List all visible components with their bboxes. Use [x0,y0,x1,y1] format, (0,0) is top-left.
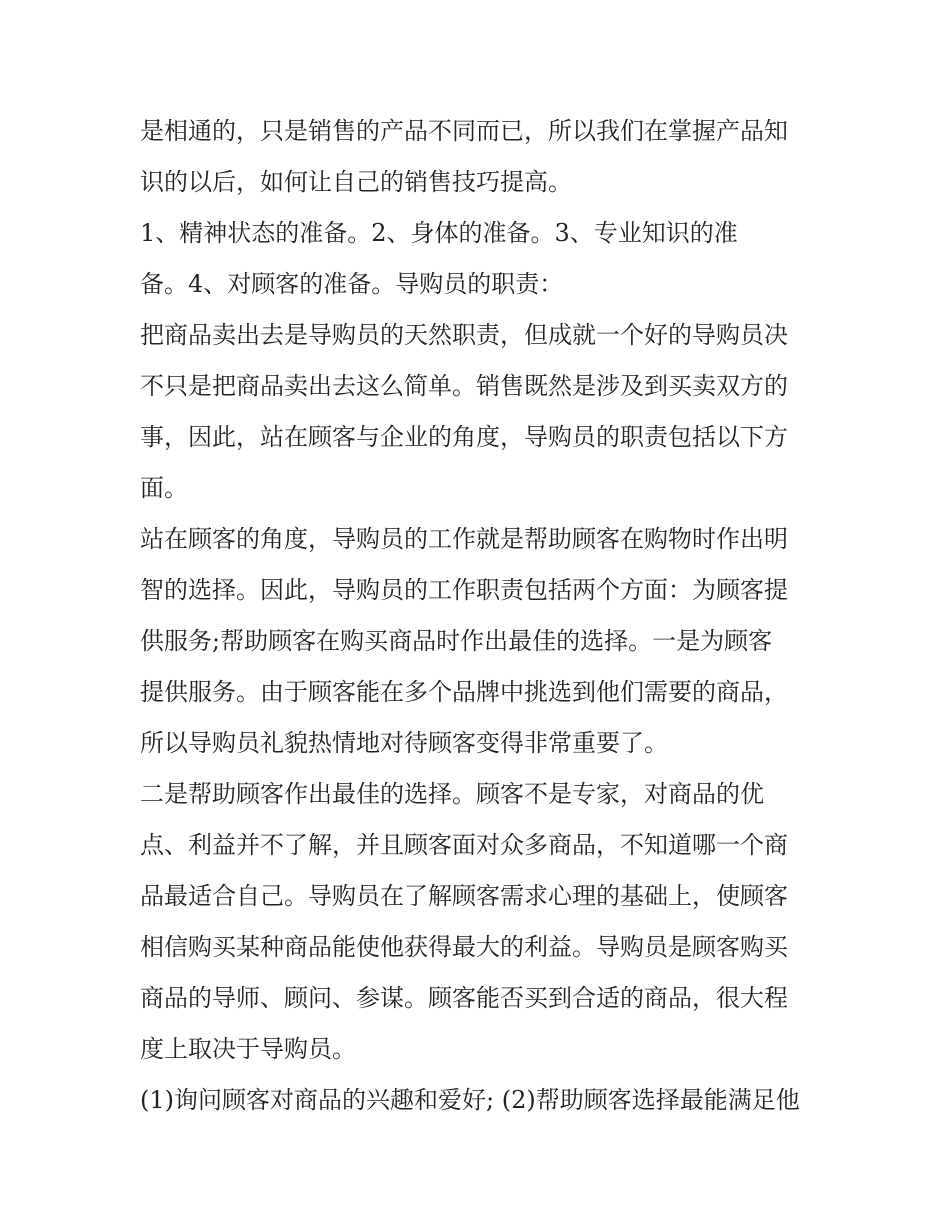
text-line: 把商品卖出去是导购员的天然职责，但成就一个好的导购员决 [140,321,788,349]
text-line: 是相通的，只是销售的产品不同而已，所以我们在掌握产品知 [140,117,788,145]
text-line: (1)询问顾客对商品的兴趣和爱好; (2)帮助顾客选择最能满足他 [140,1086,800,1114]
text-line: 二是帮助顾客作出最佳的选择。顾客不是专家，对商品的优 [140,780,764,808]
text-line: 事，因此，站在顾客与企业的角度，导购员的职责包括以下方 [140,423,788,451]
text-line: 供服务;帮助顾客在购买商品时作出最佳的选择。一是为顾客 [140,627,773,655]
text-line: 面。 [140,474,188,502]
text-line: 智的选择。因此，导购员的工作职责包括两个方面：为顾客提 [140,576,788,604]
text-line: 所以导购员礼貌热情地对待顾客变得非常重要了。 [140,729,668,757]
text-line: 不只是把商品卖出去这么简单。销售既然是涉及到买卖双方的 [140,372,788,400]
body-text [140,106,820,1126]
text-line: 站在顾客的角度，导购员的工作就是帮助顾客在购物时作出明 [140,525,788,553]
text-line: 相信购买某种商品能使他获得最大的利益。导购员是顾客购买 [140,933,788,961]
text-line: 商品的导师、顾问、参谋。顾客能否买到合适的商品，很大程 [140,984,788,1012]
text-line: 识的以后，如何让自己的销售技巧提高。 [140,168,572,196]
text-line: 1、精神状态的准备。2、身体的准备。3、专业知识的准 [140,219,738,247]
text-line: 提供服务。由于顾客能在多个品牌中挑选到他们需要的商品， [140,678,788,706]
text-line: 度上取决于导购员。 [140,1035,356,1063]
text-line: 品最适合自己。导购员在了解顾客需求心理的基础上，使顾客 [140,882,788,910]
text-line: 备。4、对顾客的准备。导购员的职责： [140,270,564,298]
text-line: 点、利益并不了解，并且顾客面对众多商品，不知道哪一个商 [140,831,788,859]
